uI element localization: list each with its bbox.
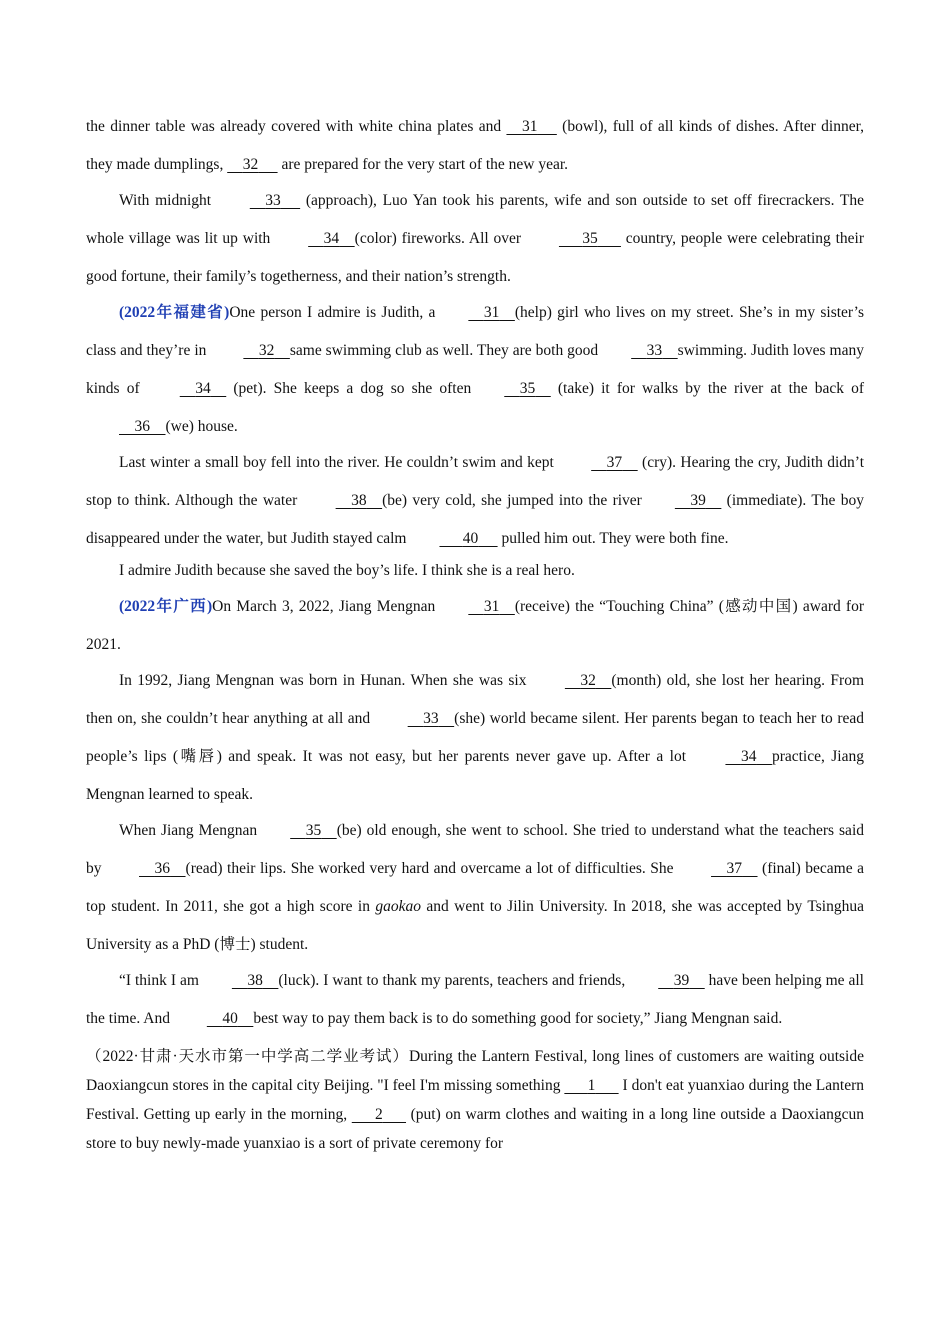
blank-33[interactable]: 33 [265, 192, 281, 209]
document-page [86, 108, 864, 1158]
blank-38[interactable]: 38 [247, 972, 263, 989]
s2-paragraph-2: Last winter a small boy fell into the river. He couldn’t swim and kept 37 (cry). Hearing the cry, Judith didn’t stop to think. Although the water 38 (be) very cold, she jumped into the river 39 (immediate). The boy disappeared under the water, but Judith stayed calm 40 pulled him out. They were both fine. [86, 444, 864, 558]
blank-31[interactable]: 31 [521, 118, 538, 135]
blank-38[interactable]: 38 [351, 492, 367, 509]
s4-paragraph-1: （2022·甘肃·天水市第一中学高二学业考试）During the Lantern Festival, long lines of customers are waiting outside Daoxiangcun stores in the capital city Beijing. "I feel I'm missing something 1 I don't eat yuanxiao during the Lantern Festival. Getting up early in the morning, 2 (put) on warm clothes and waiting in a long line outside a Daoxiangcun store to buy newly-made yuanxiao is a sort of private ceremony for [86, 1048, 864, 1152]
s2-paragraph-3: I admire Judith because she saved the boy’s life. I think she is a real hero. [119, 562, 575, 579]
blank-33[interactable]: 33 [423, 710, 439, 727]
blank-35[interactable]: 35 [305, 822, 322, 839]
blank-34[interactable]: 34 [195, 380, 211, 397]
blank-33[interactable]: 33 [646, 342, 663, 359]
gaokao-term: gaokao [375, 898, 421, 915]
blank-2[interactable]: 2 [375, 1106, 383, 1123]
blank-34[interactable]: 34 [323, 230, 340, 247]
blank-32[interactable]: 32 [580, 672, 596, 689]
s3-paragraph-3: When Jiang Mengnan 35 (be) old enough, she went to school. She tried to understand what the teachers said by 36 (read) their lips. She worked very hard and overcame a lot of difficulties. She 37 (final) became a top student. In 2011, she got a high score in gaokao and went to Jilin University. In 2018, she was accepted by Tsinghua University as a PhD (博士) student. [86, 812, 864, 964]
source-tag-fujian: (2022年福建省) [119, 304, 230, 321]
blank-32[interactable]: 32 [242, 156, 259, 173]
blank-31[interactable]: 31 [483, 304, 500, 321]
source-tag-gansu: （2022·甘肃·天水市第一中学高二学业考试） [86, 1048, 409, 1065]
blank-36[interactable]: 36 [154, 860, 171, 877]
blank-36[interactable]: 36 [134, 418, 150, 435]
blank-31[interactable]: 31 [483, 598, 500, 615]
s3-paragraph-1: (2022年广西)On March 3, 2022, Jiang Mengnan 31 (receive) the “Touching China” (感动中国) award for 2021. [86, 588, 864, 664]
blank-35[interactable]: 35 [519, 380, 536, 397]
blank-1[interactable]: 1 [587, 1077, 596, 1094]
blank-40[interactable]: 40 [222, 1010, 238, 1027]
blank-39[interactable]: 39 [673, 972, 690, 989]
s3-paragraph-2: In 1992, Jiang Mengnan was born in Hunan. When she was six 32 (month) old, she lost her hearing. From then on, she couldn’t hear anything at all and 33 (she) world became silent. Her parents began to teach her to read people’s lips (嘴唇) and speak. It was not easy, but her parents never gave up. After a lot 34 practice, Jiang Mengnan learned to speak. [86, 662, 864, 814]
blank-40[interactable]: 40 [462, 530, 479, 547]
source-tag-guangxi: (2022年广西) [119, 598, 213, 615]
blank-37[interactable]: 37 [606, 454, 623, 471]
blank-39[interactable]: 39 [690, 492, 706, 509]
s3-paragraph-4: “I think I am 38 (luck). I want to thank my parents, teachers and friends, 39 have been helping me all the time. And 40 best way to pay them back is to do something good for society,” Jiang Mengnan said. [86, 962, 864, 1038]
blank-35[interactable]: 35 [582, 230, 598, 247]
blank-34[interactable]: 34 [740, 748, 757, 765]
blank-32[interactable]: 32 [258, 342, 275, 359]
s1-paragraph-2: With midnight 33 (approach), Luo Yan took his parents, wife and son outside to set off firecrackers. The whole village was lit up with 34 (color) fireworks. All over 35 country, people were celebrating their good fortune, their family’s togetherness, and their nation’s strength. [86, 182, 864, 296]
s2-paragraph-1: (2022年福建省)One person I admire is Judith, a 31 (help) girl who lives on my street. She’s in my sister’s class and they’re in 32 same swimming club as well. They are both good 33 swimming. Judith loves many kinds of 34 (pet). She keeps a dog so she often 35 (take) it for walks by the river at the back of 36 (we) house. [86, 294, 864, 446]
s1-paragraph-1: the dinner table was already covered with white china plates and 31 (bowl), full of all kinds of dishes. After dinner, they made dumplings, 32 are prepared for the very start of the new year. [86, 108, 864, 184]
blank-37[interactable]: 37 [726, 860, 743, 877]
